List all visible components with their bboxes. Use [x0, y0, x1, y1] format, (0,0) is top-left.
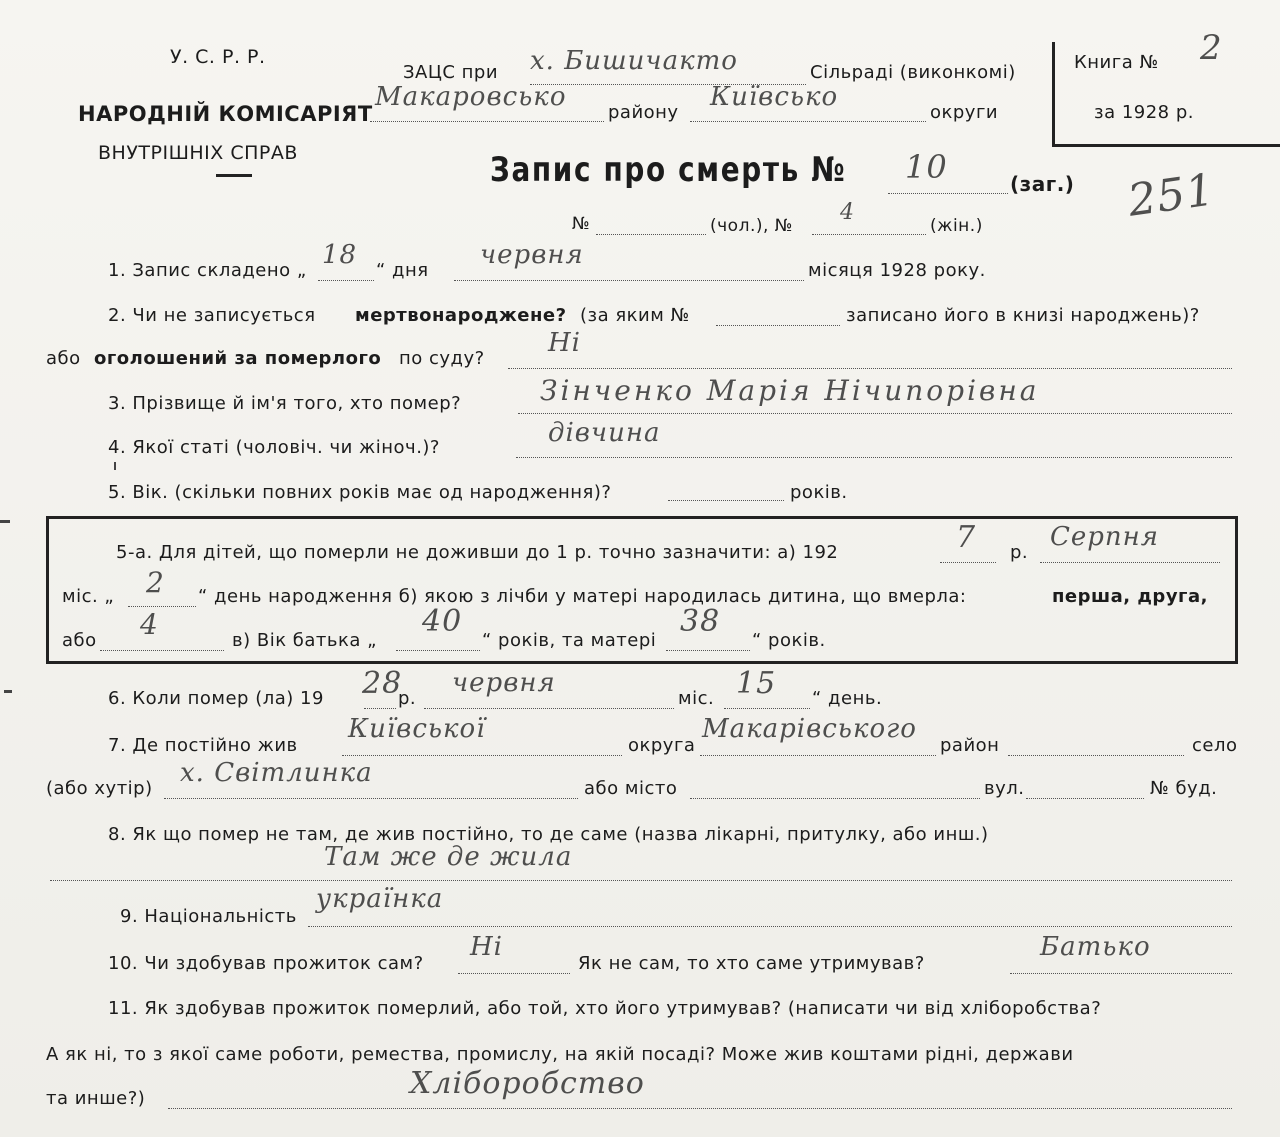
- field-2-stillborn: мертвонароджене?: [355, 305, 567, 326]
- zags-label: ЗАЦС при: [403, 62, 499, 83]
- field-7-city-line: [690, 798, 980, 799]
- field-5a-order-handwriting: 4: [140, 608, 159, 641]
- field-5a-years-suffix: “ років.: [752, 630, 826, 651]
- okrug-label: округи: [930, 102, 999, 123]
- field-5a-month-line: [1040, 562, 1220, 563]
- female-number-handwriting: 4: [840, 200, 855, 225]
- field-5a-year-line: [940, 562, 996, 563]
- field-5a-line1: 5-а. Для дітей, що померли не доживши до 1 р. точно зазначити: а) 192: [116, 542, 839, 563]
- male-label: (чол.), №: [710, 216, 793, 236]
- field-7-hamlet-line: [164, 798, 578, 799]
- book-label: Книга №: [1074, 52, 1159, 73]
- male-dotted-line: [596, 234, 706, 235]
- field-7-street-label: вул.: [984, 778, 1025, 799]
- paper-mark-3: [114, 462, 116, 470]
- district-handwriting: Макаровсько: [375, 82, 567, 112]
- field-7-city-label: або місто: [584, 778, 678, 799]
- field-2-number-line: [716, 325, 840, 326]
- side-number-handwriting: 251: [1124, 164, 1219, 227]
- field-5a-order-options: перша, друга,: [1052, 586, 1208, 607]
- field-6-day-line: [724, 708, 810, 709]
- field-7-okrug-label: округа: [628, 735, 696, 756]
- field-10-supporter-line: [1010, 973, 1232, 974]
- field-4-line: [516, 457, 1232, 458]
- okrug-handwriting: Київсько: [710, 82, 839, 112]
- field-2-answer-line: [508, 368, 1232, 369]
- field-7-label: 7. Де постійно жив: [108, 735, 298, 756]
- book-year-label: за 1928 р.: [1094, 102, 1195, 123]
- field-5a-mother-handwriting: 38: [680, 604, 721, 639]
- record-number-handwriting: 10: [905, 148, 948, 186]
- paper-mark-2: [4, 690, 12, 693]
- field-11-line3: та инше?): [46, 1088, 146, 1109]
- field-7-okrug-line: [342, 755, 622, 756]
- republic-label: У. С. Р. Р.: [170, 46, 266, 68]
- internal-affairs-label: ВНУТРІШНІХ СПРАВ: [98, 142, 298, 164]
- field-5-suffix: років.: [790, 482, 848, 503]
- field-5-line: [668, 500, 784, 501]
- field-5a-father-handwriting: 40: [422, 604, 463, 639]
- field-6-day-suffix: “ день.: [812, 688, 883, 709]
- field-1-prefix: 1. Запис складено „: [108, 260, 307, 281]
- field-7-district-handwriting: Макарівського: [702, 714, 917, 744]
- field-8-place-handwriting: Там же де жила: [324, 842, 573, 872]
- field-10-self-handwriting: Ні: [470, 932, 503, 962]
- field-3-label: 3. Прізвище й ім'я того, хто помер?: [108, 393, 462, 414]
- field-5a-mother-label: “ років, та матері: [482, 630, 657, 651]
- village-council-label: Сільраді (виконкомі): [810, 62, 1016, 83]
- okrug-dotted-line: [690, 121, 926, 122]
- commissariat-label: НАРОДНІЙ КОМІСАРІЯТ: [78, 102, 373, 126]
- field-9-nationality-handwriting: українка: [316, 884, 444, 914]
- field-2-answer-handwriting: Ні: [548, 328, 581, 358]
- header-dash: [216, 174, 252, 177]
- field-4-sex-handwriting: дівчина: [548, 418, 661, 448]
- field-5a-day-handwriting: 2: [146, 566, 165, 599]
- field-2-declared-dead: оголошений за померлого: [94, 348, 382, 369]
- field-6-month-label: міс.: [678, 688, 715, 709]
- field-6-year-handwriting: 28: [362, 666, 403, 701]
- field-7-okrug-handwriting: Київської: [348, 714, 486, 744]
- field-2-suffix: записано його в книзі народжень)?: [846, 305, 1200, 326]
- field-1-day-line: [318, 280, 374, 281]
- field-2-number-label: (за яким №: [580, 305, 690, 326]
- field-7-district-label: район: [940, 735, 1000, 756]
- field-4-label: 4. Якої статі (чоловіч. чи жіноч.)?: [108, 437, 440, 458]
- field-5a-year-suffix: р.: [1010, 542, 1029, 563]
- field-2-prefix: 2. Чи не записується: [108, 305, 316, 326]
- field-5a-mother-line: [666, 650, 750, 651]
- book-number-handwriting: 2: [1200, 28, 1223, 68]
- field-7-street-line: [1026, 798, 1144, 799]
- field-6-label: 6. Коли помер (ла) 19: [108, 688, 324, 709]
- field-5a-father-line: [396, 650, 480, 651]
- field-3-line: [518, 413, 1232, 414]
- field-1-month-handwriting: червня: [480, 240, 584, 270]
- field-1-day-label: “ дня: [376, 260, 429, 281]
- field-6-month-line: [424, 708, 674, 709]
- total-label: (заг.): [1010, 172, 1075, 196]
- field-11-line2: А як ні, то з якої саме роботи, ремества, промислу, на якій посаді? Може жив коштами рідні, держави: [46, 1044, 1074, 1065]
- record-number-dotted-line: [888, 193, 1008, 194]
- field-7-district-line: [700, 755, 936, 756]
- field-1-month-line: [454, 280, 804, 281]
- field-7-hamlet-label: (або хутір): [46, 778, 153, 799]
- field-8-label: 8. Як що помер не там, де жив постійно, то де саме (назва лікарні, притулку, або инш.): [108, 824, 989, 845]
- field-10-supporter-label: Як не сам, то хто саме утримував?: [578, 953, 925, 974]
- field-5a-month-handwriting: Серпня: [1050, 522, 1160, 552]
- field-6-year-line: [364, 708, 396, 709]
- field-5a-or: або: [62, 630, 97, 651]
- field-7-hamlet-handwriting: х. Світлинка: [180, 758, 373, 788]
- field-10-self-line: [458, 973, 570, 974]
- field-11-line1: 11. Як здобував прожиток померлий, або той, хто його утримував? (написати чи від хліборобства?: [108, 998, 1102, 1019]
- field-11-occupation-handwriting: Хліборобство: [410, 1066, 645, 1101]
- field-1-suffix: місяця 1928 року.: [808, 260, 986, 281]
- field-5a-month-label: міс. „: [62, 586, 115, 607]
- field-11-answer-line: [168, 1108, 1232, 1109]
- field-6-year-suffix: р.: [398, 688, 417, 709]
- field-10-supporter-handwriting: Батько: [1040, 932, 1151, 962]
- field-1-day-handwriting: 18: [322, 240, 358, 270]
- field-7-village-line: [1008, 755, 1184, 756]
- field-5a-day-line: [128, 606, 196, 607]
- field-3-name-handwriting: Зінченко Марія Нічипорівна: [540, 374, 1040, 407]
- district-label: району: [608, 102, 679, 123]
- field-10-label: 10. Чи здобував прожиток сам?: [108, 953, 424, 974]
- number-label: №: [572, 214, 591, 234]
- field-9-line: [308, 926, 1232, 927]
- district-dotted-line: [370, 121, 604, 122]
- field-5a-line2: “ день народження б) якою з лічби у матері народилась дитина, що вмерла:: [198, 586, 967, 607]
- field-5a-year-handwriting: 7: [956, 520, 977, 555]
- field-5a-father-label: в) Вік батька „: [232, 630, 377, 651]
- field-2-or: або: [46, 348, 81, 369]
- field-8-line: [50, 880, 1232, 881]
- field-5-label: 5. Вік. (скільки повних років має од народження)?: [108, 482, 612, 503]
- field-6-day-handwriting: 15: [736, 666, 777, 701]
- field-2-court: по суду?: [399, 348, 485, 369]
- field-6-month-handwriting: червня: [452, 668, 556, 698]
- female-dotted-line: [812, 234, 926, 235]
- female-label: (жін.): [930, 216, 983, 236]
- field-7-village-label: село: [1192, 735, 1238, 756]
- village-handwriting: х. Бишичакто: [530, 46, 738, 76]
- field-7-building-label: № буд.: [1150, 778, 1218, 799]
- paper-mark-1: [0, 520, 10, 523]
- field-9-label: 9. Національність: [120, 906, 297, 927]
- field-5a-order-line: [100, 650, 224, 651]
- record-title: Запис про смерть №: [490, 150, 847, 190]
